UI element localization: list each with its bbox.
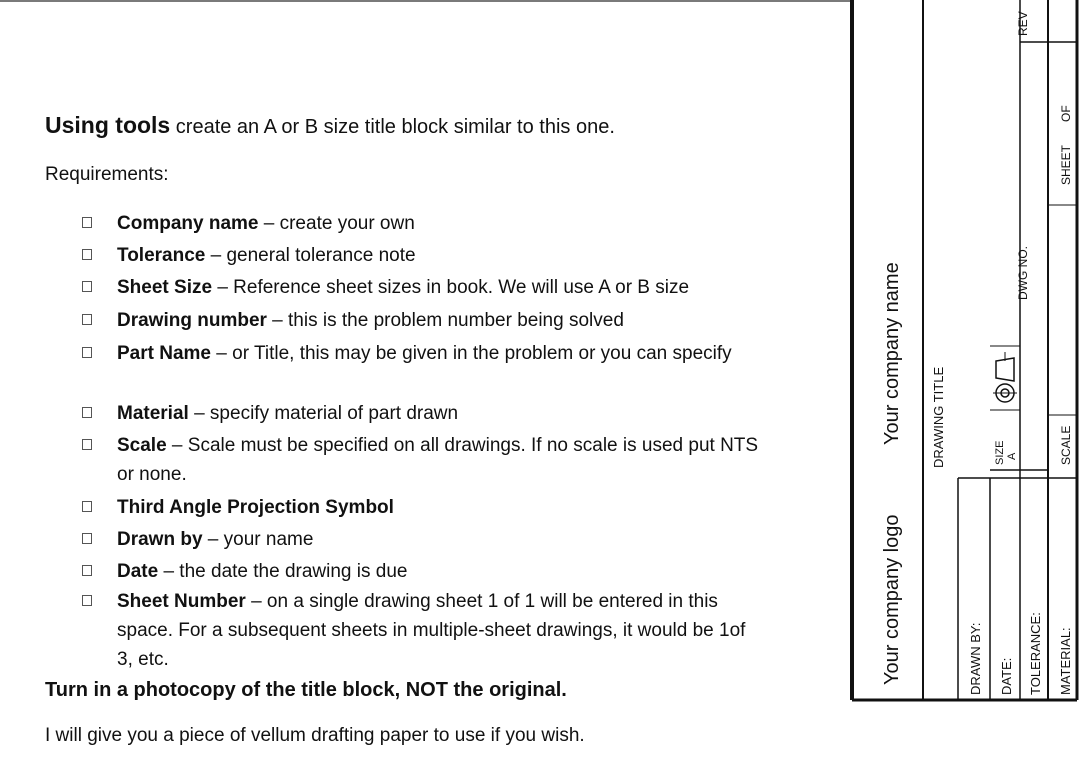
date-label: DATE:	[999, 657, 1014, 695]
third-angle-projection-symbol	[993, 352, 1017, 402]
item-term: Third Angle Projection Symbol	[117, 497, 394, 518]
item-term: Sheet Number	[117, 591, 246, 612]
size-value: A	[1006, 452, 1018, 460]
item-term: Part Name	[117, 343, 211, 364]
item-desc: – your name	[202, 529, 314, 550]
scale-label: SCALE	[1059, 425, 1073, 465]
item-desc: – specify material of part drawn	[188, 403, 459, 424]
item-term: Date	[117, 561, 159, 582]
rev-label: REV	[1016, 11, 1030, 36]
requirements-label: Requirements:	[45, 164, 169, 185]
item-term: Sheet Size	[117, 277, 213, 298]
drawing-title-label: DRAWING TITLE	[931, 366, 946, 468]
heading-bold: Using tools	[45, 112, 171, 138]
company-logo-text: Your company logo	[881, 514, 903, 685]
tolerance-label: TOLERANCE:	[1028, 612, 1043, 695]
of-label: OF	[1059, 105, 1073, 122]
item-term: Drawing number	[117, 310, 267, 331]
projection-frustum	[996, 358, 1014, 381]
item-desc: – Scale must be specified on all drawings. If no scale is used put NTS or none.	[117, 435, 759, 485]
item-term: Material	[117, 403, 189, 424]
material-label: MATERIAL:	[1058, 627, 1073, 695]
item-term: Company name	[117, 213, 259, 234]
vellum-note: I will give you a piece of vellum drafting paper to use if you wish.	[45, 725, 585, 746]
item-term: Tolerance	[117, 245, 206, 266]
item-desc: – this is the problem number being solved	[266, 310, 624, 331]
drawn-by-label: DRAWN BY:	[968, 622, 983, 695]
turn-in-instruction: Turn in a photocopy of the title block, NOT the original.	[45, 679, 567, 701]
item-desc: – or Title, this may be given in the problem or you can specify	[211, 343, 732, 364]
dwg-no-label: DWG NO.	[1016, 246, 1030, 300]
item-desc: – on a single drawing sheet 1 of 1 will be entered in this space. For a subsequent sheets in multiple-sheet drawings, it would be 1of 3, etc.	[117, 591, 746, 670]
company-name-text: Your company name	[881, 262, 903, 445]
item-term: Scale	[117, 435, 167, 456]
item-desc: – create your own	[258, 213, 415, 234]
item-term: Drawn by	[117, 529, 203, 550]
item-desc: – Reference sheet sizes in book. We will use A or B size	[212, 277, 690, 298]
sheet-label: SHEET	[1059, 144, 1073, 185]
heading-rest: create an A or B size title block similar to this one.	[170, 116, 615, 138]
item-desc: – the date the drawing is due	[158, 561, 408, 582]
size-label: SIZE	[994, 440, 1006, 465]
item-desc: – general tolerance note	[205, 245, 416, 266]
